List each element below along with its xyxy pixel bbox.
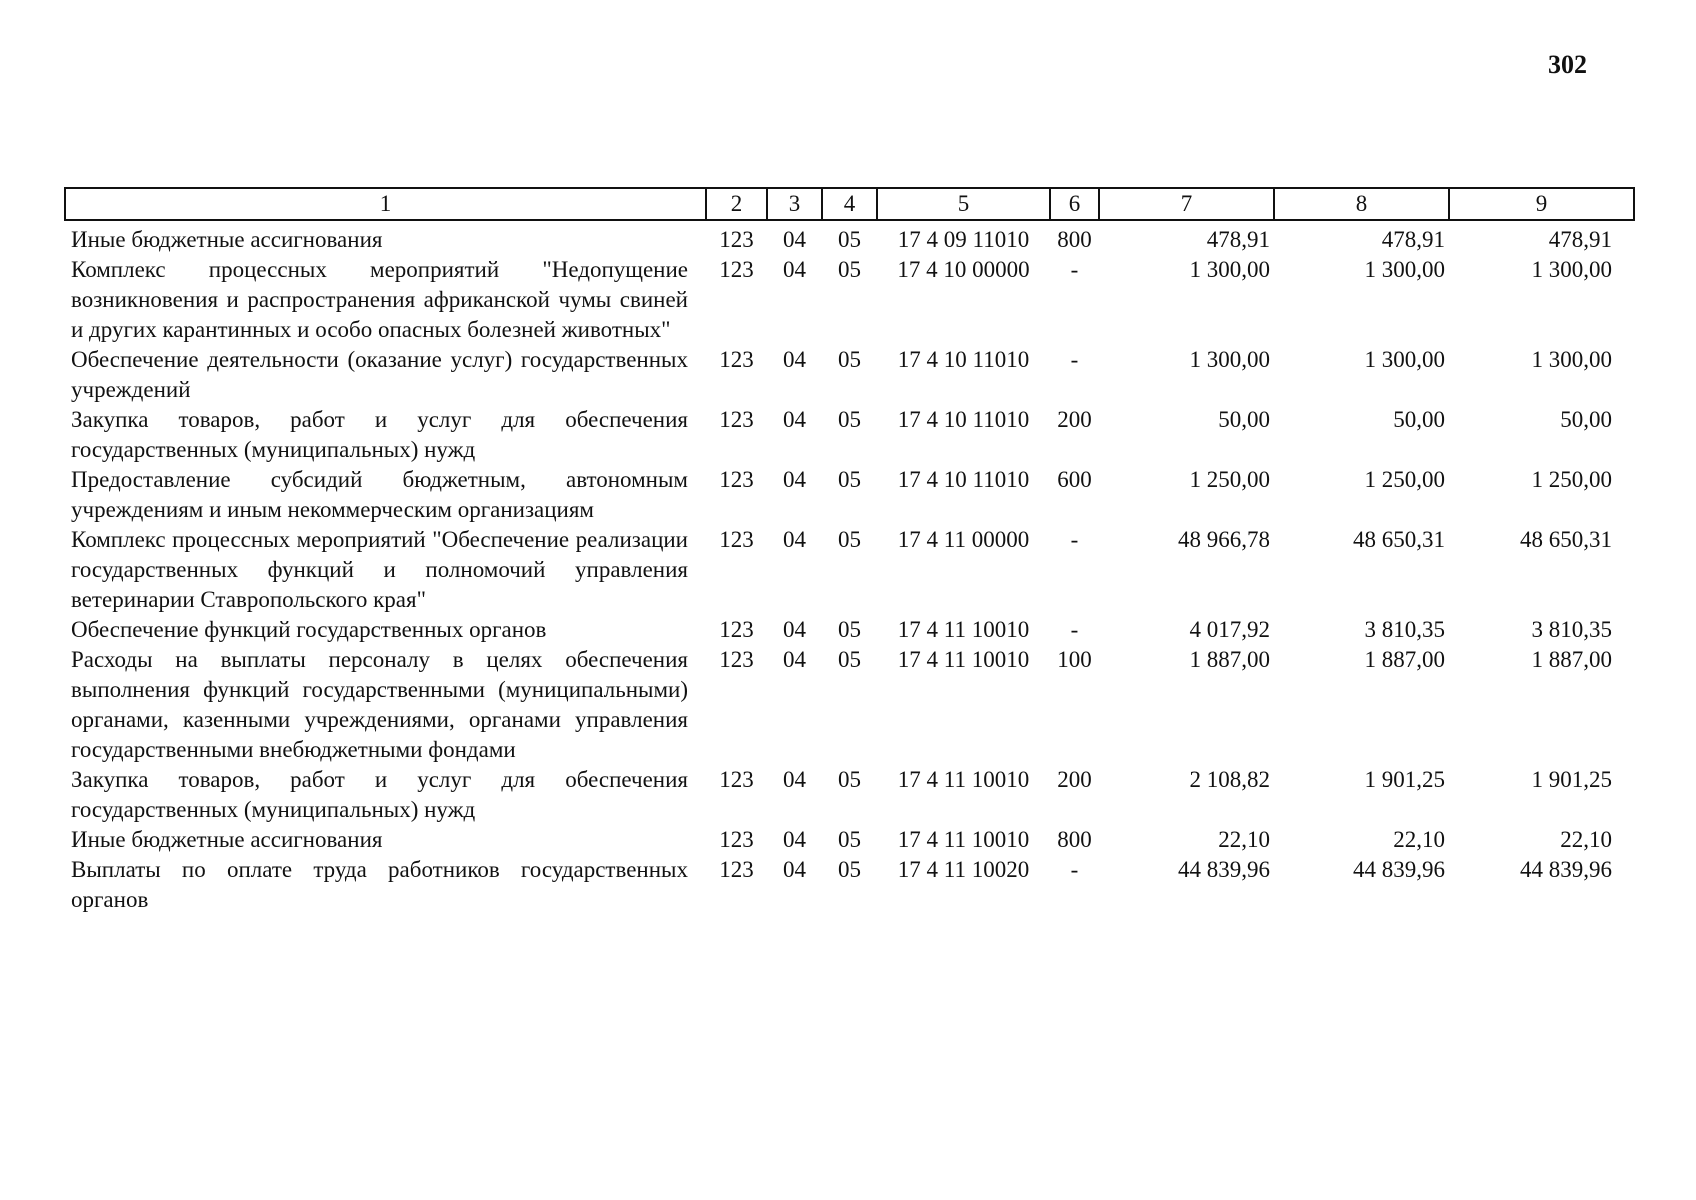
table-row [65,645,1634,765]
target-article-code: 17 4 11 10010 [897,617,1030,642]
row-name: Выплаты по оплате труда работников государственных органов [71,857,688,912]
section-code: 04 [783,407,806,432]
row-name: Расходы на выплаты персоналу в целях обеспечения выполнения функций государственными (муниципальными) органами, казенными учреждениями, органами управления государственными внебюджетными фондами [71,647,688,762]
column-header-2: 2 [706,188,767,220]
table-header-row [65,188,1634,220]
amount-col9: 50,00 [1560,407,1612,432]
ministry-code: 123 [719,227,754,252]
column-header-7: 7 [1099,188,1274,220]
table-row [65,405,1634,465]
amount-col8: 50,00 [1393,407,1445,432]
amount-col8: 44 839,96 [1353,857,1445,882]
ministry-code: 123 [719,617,754,642]
amount-col7: 1 250,00 [1189,467,1270,492]
amount-col9: 22,10 [1560,827,1612,852]
row-name: Обеспечение деятельности (оказание услуг) государственных учреждений [71,347,688,402]
amount-col8: 1 300,00 [1364,347,1445,372]
target-article-code: 17 4 11 00000 [897,527,1030,552]
row-name: Обеспечение функций государственных органов [71,617,547,642]
row-name: Иные бюджетные ассигнования [71,227,383,252]
target-article-code: 17 4 11 10010 [897,827,1030,852]
column-header-1: 1 [65,188,706,220]
amount-col7: 48 966,78 [1178,527,1270,552]
amount-col9: 1 300,00 [1531,257,1612,282]
target-article-code: 17 4 10 00000 [897,257,1030,282]
expense-type-code: - [1070,857,1079,882]
ministry-code: 123 [719,347,754,372]
row-name: Закупка товаров, работ и услуг для обеспечения государственных (муниципальных) нужд [71,767,688,822]
section-code: 04 [783,227,806,252]
ministry-code: 123 [719,527,754,552]
section-code: 04 [783,857,806,882]
ministry-code: 123 [719,647,754,672]
column-header-4: 4 [822,188,877,220]
budget-table [64,187,1635,915]
page-number: 302 [1548,50,1587,79]
subsection-code: 05 [838,347,861,372]
section-code: 04 [783,347,806,372]
section-code: 04 [783,617,806,642]
amount-col9: 48 650,31 [1520,527,1612,552]
expense-type-code: - [1070,617,1079,642]
table-row [65,255,1634,345]
subsection-code: 05 [838,767,861,792]
ministry-code: 123 [719,257,754,282]
table-row [65,465,1634,525]
target-article-code: 17 4 11 10010 [897,767,1030,792]
expense-type-code: 200 [1057,407,1092,432]
target-article-code: 17 4 11 10020 [897,857,1030,882]
expense-type-code: - [1070,257,1079,282]
table-row [65,855,1634,915]
expense-type-code: 200 [1057,767,1092,792]
amount-col8: 478,91 [1381,227,1445,252]
amount-col7: 1 887,00 [1189,647,1270,672]
section-code: 04 [783,827,806,852]
section-code: 04 [783,257,806,282]
amount-col7: 1 300,00 [1189,347,1270,372]
amount-col7: 4 017,92 [1189,617,1270,642]
target-article-code: 17 4 09 11010 [897,227,1030,252]
amount-col9: 44 839,96 [1520,857,1612,882]
amount-col7: 22,10 [1218,827,1270,852]
column-header-6: 6 [1050,188,1099,220]
expense-type-code: 600 [1057,467,1092,492]
amount-col9: 1 300,00 [1531,347,1612,372]
ministry-code: 123 [719,407,754,432]
ministry-code: 123 [719,467,754,492]
amount-col8: 1 887,00 [1364,647,1445,672]
expense-type-code: 100 [1057,647,1092,672]
row-name: Комплекс процессных мероприятий "Обеспечение реализации государственных функций и полномочий управления ветеринарии Ставропольского края" [71,527,688,612]
amount-col7: 44 839,96 [1178,857,1270,882]
table-row [65,615,1634,645]
amount-col9: 478,91 [1548,227,1612,252]
section-code: 04 [783,767,806,792]
section-code: 04 [783,467,806,492]
target-article-code: 17 4 10 11010 [897,467,1030,492]
target-article-code: 17 4 10 11010 [897,407,1030,432]
table-body [65,220,1634,915]
row-name: Комплекс процессных мероприятий "Недопущение возникновения и распространения африканской чумы свиней и других карантинных и особо опасных болезней животных" [71,257,688,342]
amount-col8: 48 650,31 [1353,527,1445,552]
amount-col8: 1 901,25 [1364,767,1445,792]
amount-col8: 1 300,00 [1364,257,1445,282]
expense-type-code: 800 [1057,827,1092,852]
amount-col7: 50,00 [1218,407,1270,432]
table-row [65,765,1634,825]
column-header-5: 5 [877,188,1050,220]
subsection-code: 05 [838,257,861,282]
ministry-code: 123 [719,827,754,852]
subsection-code: 05 [838,857,861,882]
subsection-code: 05 [838,617,861,642]
amount-col9: 1 250,00 [1531,467,1612,492]
subsection-code: 05 [838,467,861,492]
column-header-8: 8 [1274,188,1449,220]
target-article-code: 17 4 10 11010 [897,347,1030,372]
amount-col9: 1 901,25 [1531,767,1612,792]
table-row [65,525,1634,615]
subsection-code: 05 [838,647,861,672]
subsection-code: 05 [838,527,861,552]
expense-type-code: - [1070,347,1079,372]
row-name: Иные бюджетные ассигнования [71,827,383,852]
amount-col7: 2 108,82 [1189,767,1270,792]
ministry-code: 123 [719,767,754,792]
column-header-3: 3 [767,188,822,220]
row-name: Закупка товаров, работ и услуг для обеспечения государственных (муниципальных) нужд [71,407,688,462]
row-name: Предоставление субсидий бюджетным, автономным учреждениям и иным некоммерческим организациям [71,467,688,522]
subsection-code: 05 [838,827,861,852]
section-code: 04 [783,527,806,552]
column-header-9: 9 [1449,188,1634,220]
table-row [65,220,1634,255]
subsection-code: 05 [838,407,861,432]
amount-col8: 1 250,00 [1364,467,1445,492]
table-row [65,345,1634,405]
amount-col9: 1 887,00 [1531,647,1612,672]
table-row [65,825,1634,855]
expense-type-code: 800 [1057,227,1092,252]
amount-col8: 3 810,35 [1364,617,1445,642]
expense-type-code: - [1070,527,1079,552]
target-article-code: 17 4 11 10010 [897,647,1030,672]
section-code: 04 [783,647,806,672]
amount-col8: 22,10 [1393,827,1445,852]
subsection-code: 05 [838,227,861,252]
amount-col7: 1 300,00 [1189,257,1270,282]
amount-col9: 3 810,35 [1531,617,1612,642]
amount-col7: 478,91 [1206,227,1270,252]
ministry-code: 123 [719,857,754,882]
